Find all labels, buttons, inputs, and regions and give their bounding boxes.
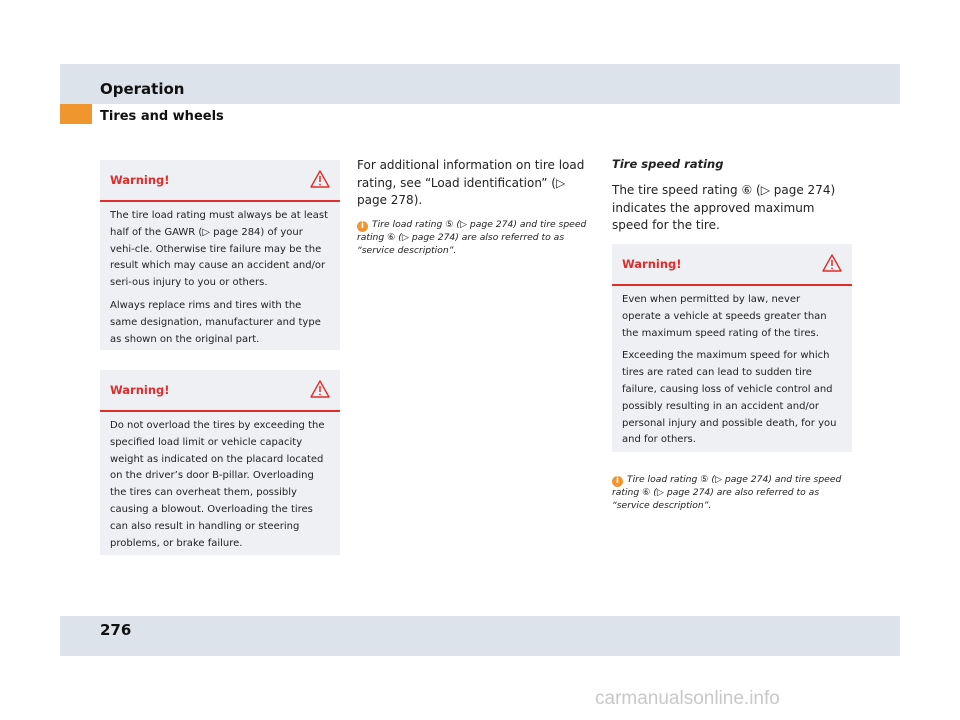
body-paragraph: The tire speed rating ⑥ (▷ page 274) indicates the approved maximum speed for the tire. — [612, 183, 836, 232]
warning-body — [612, 286, 852, 457]
page-number: 276 — [100, 621, 132, 639]
warning-header — [100, 370, 340, 412]
info-note — [612, 474, 852, 512]
note-text: Tire load rating ⑤ (▷ page 274) and tire speed rating ⑥ (▷ page 274) are also referred to as “service description”. — [612, 474, 842, 511]
section-tab-marker — [60, 104, 92, 124]
header-band — [60, 64, 900, 104]
warning-paragraph: Even when permitted by law, never operate a vehicle at speeds greater than the maximum speed rating of the tires. — [622, 294, 827, 339]
warning-body — [100, 202, 340, 356]
section-title: Operation — [100, 80, 185, 98]
subsection-title: Tires and wheels — [100, 109, 224, 124]
tire-speed-rating-paragraph — [612, 182, 848, 235]
footer-band — [60, 616, 900, 656]
warning-header — [612, 244, 852, 286]
note-text: Tire load rating ⑤ (▷ page 274) and tire speed rating ⑥ (▷ page 274) are also referred to as “service description”. — [357, 219, 587, 256]
warning-paragraph: Exceeding the maximum speed for which tires are rated can lead to sudden tire failure, causing loss of vehicle control and possibly resulting in an accident and/or personal injury and possible death, for you and for others. — [622, 350, 837, 446]
warning-title: Warning! — [622, 257, 682, 271]
warning-triangle-icon — [310, 170, 330, 188]
load-identification-paragraph — [357, 157, 589, 210]
warning-title: Warning! — [110, 383, 170, 397]
warning-triangle-icon — [310, 380, 330, 398]
body-paragraph: For additional information on tire load rating, see “Load identification” (▷ page 278). — [357, 158, 585, 207]
tire-speed-rating-heading: Tire speed rating — [612, 157, 724, 171]
warning-header — [100, 160, 340, 202]
warning-triangle-icon — [822, 254, 842, 272]
info-icon: i — [612, 476, 623, 487]
warning-paragraph: Always replace rims and tires with the same designation, manufacturer and type as shown on the original part. — [110, 299, 321, 345]
warning-paragraph: Do not overload the tires by exceeding the specified load limit or vehicle capacity weight as indicated on the placard located on the driver’s door B-pillar. Overloading the tires can overheat them, possibly causing a blowout. Overloading the tires can also result in handling or steering problems, or brake failure. — [110, 420, 325, 549]
warning-box-speed — [612, 244, 852, 452]
info-note — [357, 219, 597, 257]
warning-box-overload — [100, 370, 340, 555]
warning-paragraph: The tire load rating must always be at least half of the GAWR (▷ page 284) of your vehi-cle. Otherwise tire failure may be the result which may cause an accident and/or seri-ous injury to you or others. — [110, 210, 329, 289]
warning-box-load-rating — [100, 160, 340, 350]
info-icon: i — [357, 221, 368, 232]
watermark-text: carmanualsonline.info — [595, 688, 780, 709]
warning-body — [100, 412, 340, 560]
warning-title: Warning! — [110, 173, 170, 187]
